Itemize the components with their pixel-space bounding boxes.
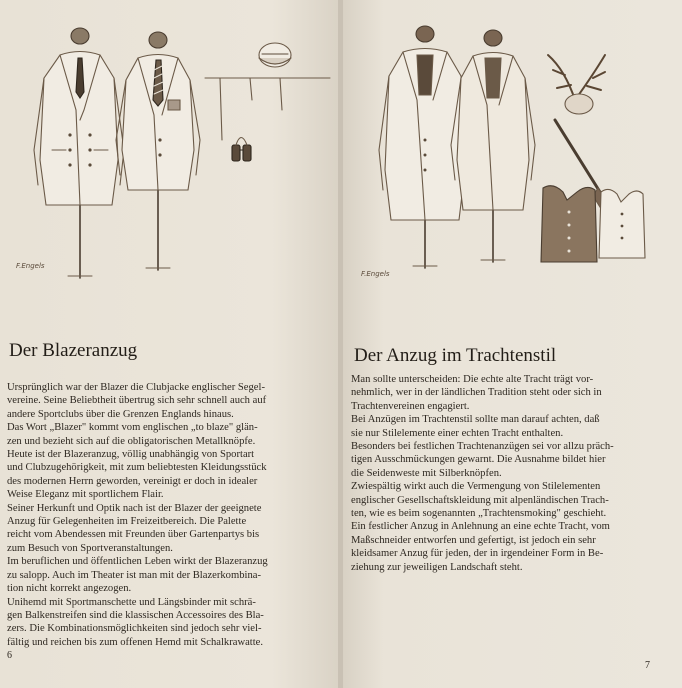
text-line: ziehung zur jeweiligen Landschaft steht. bbox=[351, 561, 523, 573]
page-title: Der Blazeranzug bbox=[9, 340, 138, 361]
right-page bbox=[343, 0, 682, 688]
text-line: die Seidenweste mit Silberknöpfen. bbox=[351, 467, 502, 479]
text-line: des modernen Herrn geworden, vereinigt er doch in idealer bbox=[7, 475, 258, 487]
text-line: Zwiespältig wirkt auch die Vermengung von Stilelementen bbox=[351, 481, 601, 493]
text-line: gen Balkenstreifen sind die klassischen Accessoires des Bla- bbox=[7, 609, 264, 621]
text-line: reicht vom Abendessen mit Freunden über Gartenpartys bis bbox=[7, 529, 260, 541]
text-line: ten, wie es beim sogenannten „Trachtensmoking" geschieht. bbox=[351, 508, 607, 520]
text-line: tion nicht korrekt angezogen. bbox=[7, 583, 132, 595]
article-body bbox=[7, 381, 307, 649]
text-line: Das Wort „Blazer" kommt vom englischen „to blaze" glän- bbox=[7, 422, 258, 434]
text-line: kleidsamer Anzug für jeden, der in irgendeiner Form in Be- bbox=[351, 548, 604, 560]
text-line: zum Besuch von Sportveranstaltungen. bbox=[7, 542, 173, 554]
page-number: 7 bbox=[645, 660, 650, 671]
text-line: Maßschneider entworfen und gefertigt, ist jedoch ein sehr bbox=[351, 534, 596, 546]
text-line: sie nur Stilelemente einer echten Tracht enthalten. bbox=[351, 427, 564, 439]
text-line: Anzug für Gelegenheiten im Freizeitbereich. Die Palette bbox=[7, 516, 247, 528]
page-title: Der Anzug im Trachtenstil bbox=[354, 345, 557, 366]
tracht-illustration bbox=[343, 0, 682, 290]
text-line: andere Sportclubs über die Grenzen Englands hinaus. bbox=[7, 408, 234, 420]
text-line: zen und bezieht sich auf die obligatorischen Metallknöpfe. bbox=[7, 435, 256, 447]
page-number: 6 bbox=[7, 650, 12, 661]
text-line: Ursprünglich war der Blazer die Clubjacke englischer Segel- bbox=[7, 382, 265, 393]
text-line: tigen Ausschmückungen gewarnt. Die Ausnahme bildet hier bbox=[351, 454, 606, 466]
text-line: Weise Eleganz mit sportlichem Flair. bbox=[7, 489, 164, 501]
text-line: Im beruflichen und öffentlichen Leben wirkt der Blazeranzug bbox=[7, 556, 268, 568]
text-line: nehmlich, wer in der ländlichen Tradition steht oder sich in bbox=[351, 387, 602, 399]
text-line: Bei Anzügen im Trachtenstil sollte man darauf achten, daß bbox=[351, 414, 600, 426]
illustration-signature: F.Engels bbox=[16, 262, 45, 270]
text-line: fältig und reichen bis zum offenen Hemd mit Schalkrawatte. bbox=[7, 636, 264, 648]
blazer-illustration bbox=[0, 0, 340, 290]
text-line: und Clubzugehörigkeit, mit zum beliebtesten Kleidungsstück bbox=[7, 462, 267, 474]
text-line: englischer Gesellschaftskleidung mit alpenländischen Trach- bbox=[351, 494, 609, 506]
illustration-signature: F.Engels bbox=[361, 270, 390, 278]
text-line: zu salopp. Auch im Theater ist man mit der Blazerkombina- bbox=[7, 569, 261, 581]
text-line: zers. Die Kombinationsmöglichkeiten sind jedoch sehr viel- bbox=[7, 623, 262, 635]
text-line: Unihemd mit Sportmanschette und Längsbinder mit schrä- bbox=[7, 596, 256, 608]
article-body bbox=[351, 373, 651, 574]
text-line: Seiner Herkunft und Optik nach ist der Blazer der geeignete bbox=[7, 502, 262, 514]
text-line: Ein festlicher Anzug in Anlehnung an eine echte Tracht, vom bbox=[351, 521, 610, 533]
text-line: Heute ist der Blazeranzug, völlig unabhängig von Sportart bbox=[7, 449, 255, 461]
text-line: vereine. Seine Beliebtheit übertrug sich sehr schnell auch auf bbox=[7, 395, 267, 407]
left-page bbox=[0, 0, 340, 688]
text-line: Man sollte unterscheiden: Die echte alte Tracht trägt vor- bbox=[351, 374, 594, 385]
text-line: Trachtenvereinen engagiert. bbox=[351, 400, 470, 412]
text-line: Besonders bei festlichen Trachtenanzügen sei vor allzu präch- bbox=[351, 441, 614, 453]
